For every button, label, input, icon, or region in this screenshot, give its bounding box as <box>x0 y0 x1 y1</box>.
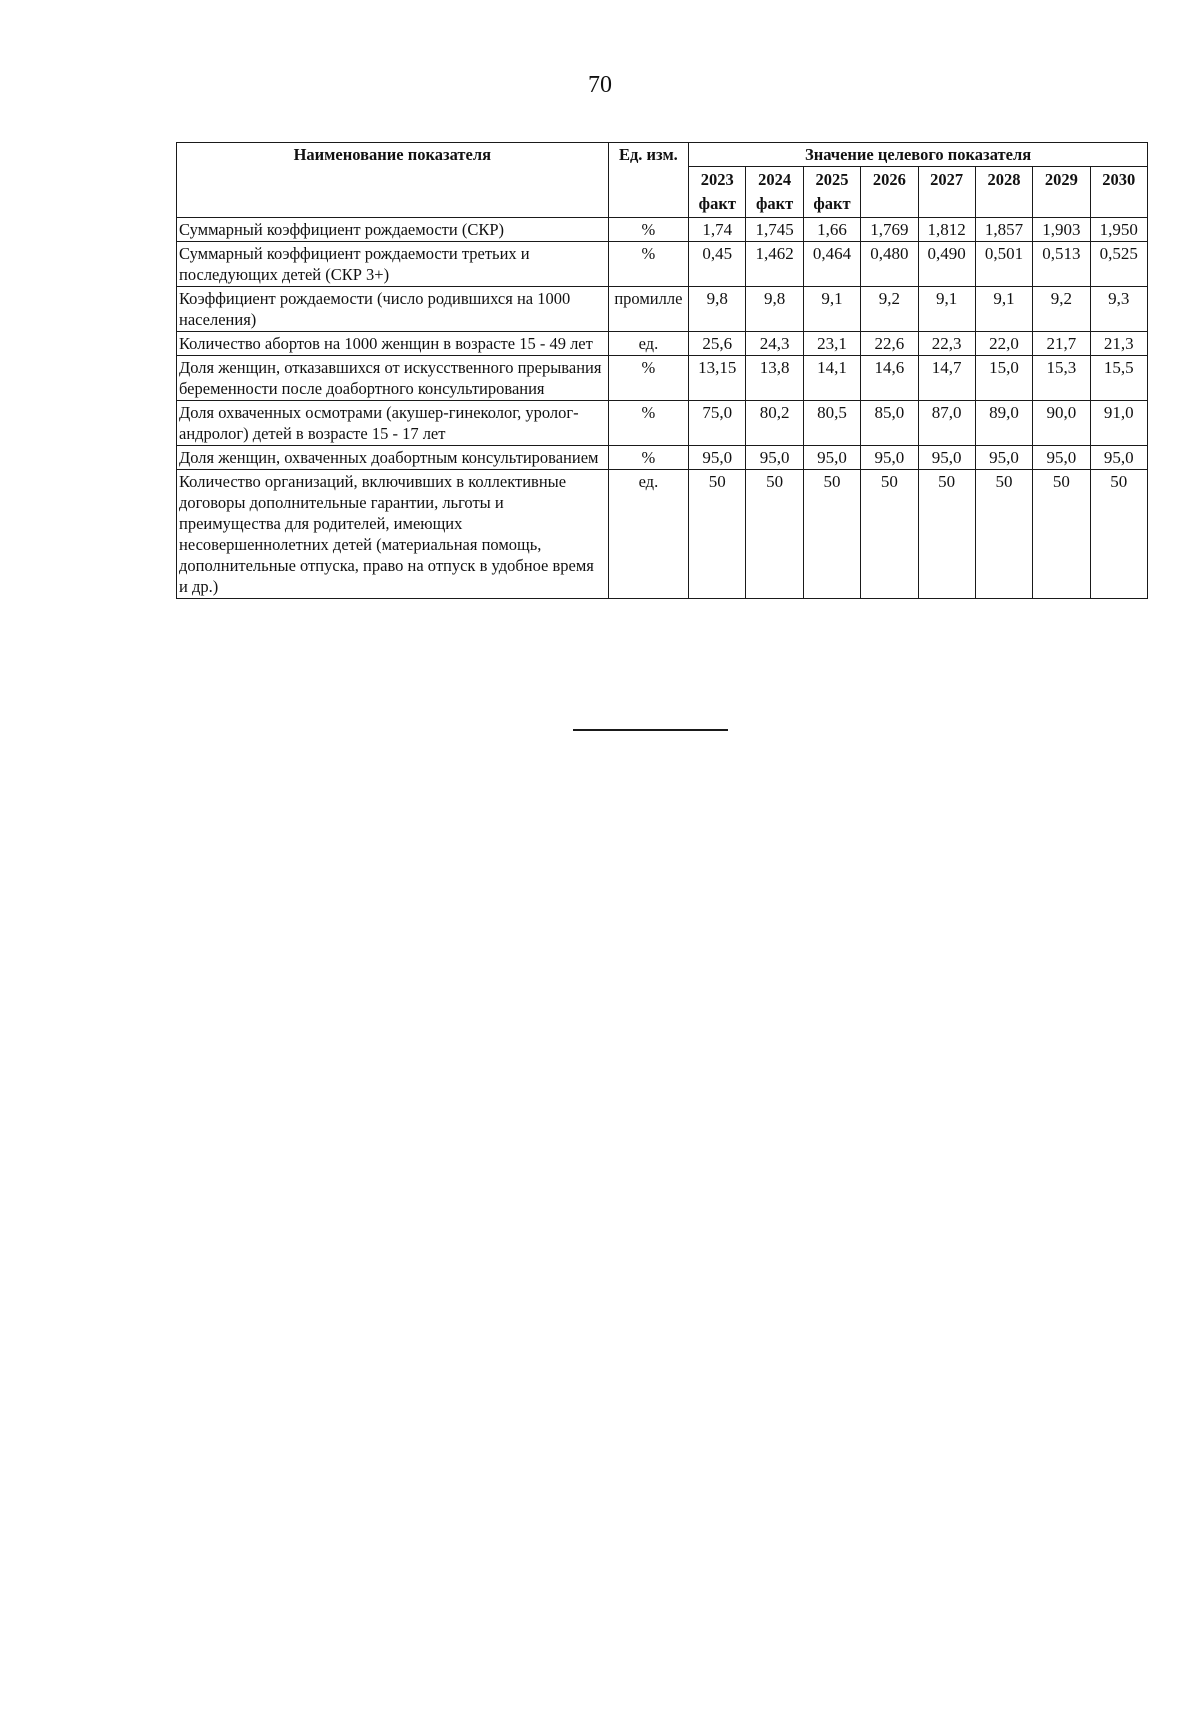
end-of-section-rule <box>573 729 728 731</box>
value-cell-2026: 22,6 <box>861 332 918 356</box>
indicator-unit: % <box>608 356 688 401</box>
value-cell-2023: 75,0 <box>689 401 746 446</box>
value-cell-2030: 91,0 <box>1090 401 1147 446</box>
year-number: 2027 <box>930 170 964 189</box>
value-cell-2023: 50 <box>689 470 746 599</box>
page-number: 70 <box>588 72 612 98</box>
value-cell-2028: 95,0 <box>975 446 1032 470</box>
value-cell-2027: 95,0 <box>918 446 975 470</box>
value-cell-2029: 50 <box>1033 470 1090 599</box>
value-cell-2025: 9,1 <box>803 287 860 332</box>
indicator-name: Суммарный коэффициент рождаемости (СКР) <box>177 218 609 242</box>
value-cell-2028: 1,857 <box>975 218 1032 242</box>
value-cell-2024: 1,462 <box>746 242 803 287</box>
table-row <box>177 332 1148 356</box>
table-row <box>177 446 1148 470</box>
value-cell-2023: 0,45 <box>689 242 746 287</box>
value-cell-2029: 0,513 <box>1033 242 1090 287</box>
value-cell-2029: 90,0 <box>1033 401 1090 446</box>
year-number: 2026 <box>872 170 906 189</box>
year-number: 2028 <box>987 170 1021 189</box>
value-cell-2030: 50 <box>1090 470 1147 599</box>
year-header-2025 <box>803 167 860 218</box>
value-cell-2027: 22,3 <box>918 332 975 356</box>
value-cell-2023: 95,0 <box>689 446 746 470</box>
value-cell-2023: 1,74 <box>689 218 746 242</box>
indicator-unit: ед. <box>608 470 688 599</box>
value-cell-2029: 1,903 <box>1033 218 1090 242</box>
value-cell-2024: 9,8 <box>746 287 803 332</box>
year-header-2029 <box>1033 167 1090 218</box>
year-status-note: факт <box>698 194 736 213</box>
year-number: 2025 <box>815 170 849 189</box>
value-cell-2030: 0,525 <box>1090 242 1147 287</box>
table-header <box>177 143 1148 218</box>
value-cell-2028: 22,0 <box>975 332 1032 356</box>
value-cell-2026: 85,0 <box>861 401 918 446</box>
table-row <box>177 287 1148 332</box>
value-cell-2023: 25,6 <box>689 332 746 356</box>
value-cell-2030: 15,5 <box>1090 356 1147 401</box>
value-cell-2027: 50 <box>918 470 975 599</box>
indicator-name: Коэффициент рождаемости (число родившихся на 1000 населения) <box>177 287 609 332</box>
indicator-unit: промилле <box>608 287 688 332</box>
value-cell-2024: 24,3 <box>746 332 803 356</box>
value-cell-2026: 14,6 <box>861 356 918 401</box>
value-cell-2024: 1,745 <box>746 218 803 242</box>
value-cell-2025: 80,5 <box>803 401 860 446</box>
value-cell-2023: 13,15 <box>689 356 746 401</box>
value-cell-2027: 87,0 <box>918 401 975 446</box>
value-cell-2030: 1,950 <box>1090 218 1147 242</box>
table-body <box>177 218 1148 599</box>
value-cell-2025: 23,1 <box>803 332 860 356</box>
value-cell-2024: 13,8 <box>746 356 803 401</box>
indicator-unit: ед. <box>608 332 688 356</box>
value-cell-2029: 9,2 <box>1033 287 1090 332</box>
year-number: 2030 <box>1102 170 1136 189</box>
indicator-unit: % <box>608 242 688 287</box>
value-cell-2029: 95,0 <box>1033 446 1090 470</box>
value-cell-2028: 15,0 <box>975 356 1032 401</box>
value-cell-2028: 50 <box>975 470 1032 599</box>
year-status-note: факт <box>813 194 851 213</box>
year-number: 2029 <box>1044 170 1078 189</box>
year-header-2028 <box>975 167 1032 218</box>
year-header-2023 <box>689 167 746 218</box>
value-cell-2026: 1,769 <box>861 218 918 242</box>
table-row <box>177 218 1148 242</box>
table-row <box>177 356 1148 401</box>
indicators-table <box>176 142 1148 599</box>
value-cell-2025: 95,0 <box>803 446 860 470</box>
value-cell-2028: 0,501 <box>975 242 1032 287</box>
year-number: 2024 <box>758 170 792 189</box>
value-cell-2027: 9,1 <box>918 287 975 332</box>
indicator-unit: % <box>608 401 688 446</box>
column-header-name: Наименование показателя <box>177 143 609 218</box>
table-row <box>177 401 1148 446</box>
indicator-name: Количество абортов на 1000 женщин в возрасте 15 - 49 лет <box>177 332 609 356</box>
indicator-name: Доля женщин, отказавшихся от искусственного прерывания беременности после доабортного консультирования <box>177 356 609 401</box>
year-header-2026 <box>861 167 918 218</box>
value-cell-2026: 9,2 <box>861 287 918 332</box>
value-cell-2025: 14,1 <box>803 356 860 401</box>
value-cell-2028: 89,0 <box>975 401 1032 446</box>
indicator-unit: % <box>608 218 688 242</box>
indicator-name: Количество организаций, включивших в коллективные договоры дополнительные гарантии, льготы и преимущества для родителей, имеющих несовершеннолетних детей (материальная помощь, дополнительные отпуска, право на отпуск в удобное время и др.) <box>177 470 609 599</box>
table-row <box>177 470 1148 599</box>
value-cell-2026: 0,480 <box>861 242 918 287</box>
value-cell-2024: 50 <box>746 470 803 599</box>
value-cell-2029: 15,3 <box>1033 356 1090 401</box>
indicator-name: Доля охваченных осмотрами (акушер-гинеколог, уролог-андролог) детей в возрасте 15 - 17 лет <box>177 401 609 446</box>
value-cell-2024: 95,0 <box>746 446 803 470</box>
year-header-2024 <box>746 167 803 218</box>
value-cell-2030: 21,3 <box>1090 332 1147 356</box>
indicator-name: Суммарный коэффициент рождаемости третьих и последующих детей (СКР 3+) <box>177 242 609 287</box>
value-cell-2027: 1,812 <box>918 218 975 242</box>
value-cell-2029: 21,7 <box>1033 332 1090 356</box>
header-row-top <box>177 143 1148 167</box>
value-cell-2025: 0,464 <box>803 242 860 287</box>
value-cell-2027: 14,7 <box>918 356 975 401</box>
value-cell-2023: 9,8 <box>689 287 746 332</box>
value-cell-2025: 1,66 <box>803 218 860 242</box>
indicator-name: Доля женщин, охваченных доабортным консультированием <box>177 446 609 470</box>
column-header-target-values: Значение целевого показателя <box>689 143 1148 167</box>
year-header-2030 <box>1090 167 1147 218</box>
value-cell-2025: 50 <box>803 470 860 599</box>
table-row <box>177 242 1148 287</box>
year-number: 2023 <box>700 170 734 189</box>
indicator-unit: % <box>608 446 688 470</box>
year-header-2027 <box>918 167 975 218</box>
value-cell-2026: 95,0 <box>861 446 918 470</box>
value-cell-2027: 0,490 <box>918 242 975 287</box>
column-header-unit: Ед. изм. <box>608 143 688 218</box>
value-cell-2030: 95,0 <box>1090 446 1147 470</box>
value-cell-2028: 9,1 <box>975 287 1032 332</box>
value-cell-2030: 9,3 <box>1090 287 1147 332</box>
value-cell-2024: 80,2 <box>746 401 803 446</box>
value-cell-2026: 50 <box>861 470 918 599</box>
year-status-note: факт <box>756 194 794 213</box>
